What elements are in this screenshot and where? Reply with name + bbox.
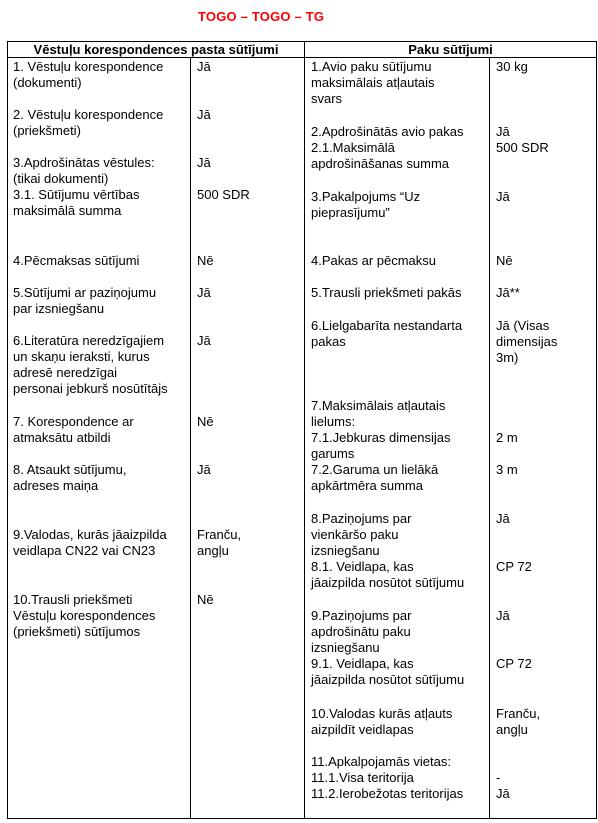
right-row-5-value: Jā** (496, 285, 520, 300)
right-row-6-label: 6.Lielgabarīta nestandarta pakas (311, 318, 463, 349)
left-row-2-label: 2. Vēstuļu korespondence (priekšmeti) (13, 107, 164, 138)
left-row-4-label: 3.1. Sūtījumu vērtības maksimālā summa (13, 187, 140, 218)
left-row-4-value: 500 SDR (197, 187, 250, 202)
table-border-bottom (7, 818, 597, 819)
right-row-4-label: 4.Pakas ar pēcmaksu (311, 253, 437, 268)
right-row-2-label: 2.Apdrošinātās avio pakas 2.1.Maksimālā apdrošināšanas summa (311, 124, 464, 171)
left-row-11-label: 10.Trausli priekšmeti Vēstuļu korespondences (priekšmeti) sūtījumos (13, 592, 156, 639)
left-row-1-label: 1. Vēstuļu korespondence (dokumenti) (13, 59, 164, 90)
right-row-10-value: Jā CP 72 (496, 608, 532, 671)
left-row-6-value: Jā (197, 285, 211, 300)
right-row-4-value: Nē (496, 253, 513, 268)
left-row-10-value: Franču, angļu (197, 527, 242, 558)
left-row-7-label: 6.Literatūra neredzīgajiem un skaņu ieraksti, kurus adresē neredzīgai personai jebkurš nosūtītājs (13, 333, 168, 396)
right-row-7-label: 7.Maksimālais atļautais lielums: 7.1.Jebkuras dimensijas garums (311, 398, 451, 461)
right-row-11-label: 10.Valodas kurās atļauts aizpildīt veidlapas (311, 706, 453, 737)
header-parcel-items: Paku sūtījumi (408, 42, 493, 57)
right-row-8-value: 3 m (496, 462, 518, 477)
right-row-10-label: 9.Paziņojums par apdrošinātu paku izsniegšanu 9.1. Veidlapa, kas jāaizpilda nosūtot sūtījumu (311, 608, 465, 687)
right-row-3-label: 3.Pakalpojums “Uz pieprasījumu” (311, 189, 421, 220)
right-row-8-label: 7.2.Garuma un lielākā apkārtmēra summa (311, 462, 439, 493)
left-row-8-label: 7. Korespondence ar atmaksātu atbildi (13, 414, 134, 445)
right-row-2-value: Jā 500 SDR (496, 124, 549, 155)
left-row-5-value: Nē (197, 253, 214, 268)
right-row-12-label: 11.Apkalpojamās vietas: 11.1.Visa teritorija 11.2.Ierobežotas teritorijas (311, 754, 464, 801)
left-row-3-label: 3.Apdrošinātas vēstules: (tikai dokumenti) (13, 155, 155, 186)
right-row-6-value: Jā (Visas dimensijas 3m) (496, 318, 558, 365)
right-row-5-label: 5.Trausli priekšmeti pakās (311, 285, 462, 300)
left-row-1-value: Jā (197, 59, 211, 74)
right-row-11-value: Franču, angļu (496, 706, 541, 737)
left-row-3-value: Jā (197, 155, 211, 170)
right-row-1-label: 1.Avio paku sūtījumu maksimālais atļautais svars (311, 59, 435, 106)
table-border-right (596, 41, 597, 819)
left-row-11-value: Nē (197, 592, 214, 607)
left-row-7-value: Jā (197, 333, 211, 348)
left-row-8-value: Nē (197, 414, 214, 429)
left-row-6-label: 5.Sūtījumi ar paziņojumu par izsniegšanu (13, 285, 157, 316)
right-row-7-value: 2 m (496, 430, 518, 445)
right-row-1-value: 30 kg (496, 59, 528, 74)
right-row-12-value: - Jā (496, 770, 510, 801)
page-title: TOGO – TOGO – TG (198, 9, 325, 24)
section-divider (304, 41, 305, 819)
right-row-9-label: 8.Paziņojums par vienkāršo paku izsniegšanu 8.1. Veidlapa, kas jāaizpilda nosūtot sūtījumu (311, 511, 465, 590)
column-divider-right (489, 57, 490, 818)
table-border-left (7, 41, 8, 819)
left-row-5-label: 4.Pēcmaksas sūtījumi (13, 253, 140, 268)
right-row-9-value: Jā CP 72 (496, 511, 532, 574)
left-row-2-value: Jā (197, 107, 211, 122)
right-row-3-value: Jā (496, 189, 510, 204)
left-row-10-label: 9.Valodas, kurās jāaizpilda veidlapa CN22 vai CN23 (13, 527, 167, 558)
left-row-9-value: Jā (197, 462, 211, 477)
column-divider-left (190, 57, 191, 818)
header-letter-items: Vēstuļu korespondences pasta sūtījumi (33, 42, 279, 57)
left-row-9-label: 8. Atsaukt sūtījumu, adreses maiņa (13, 462, 127, 493)
